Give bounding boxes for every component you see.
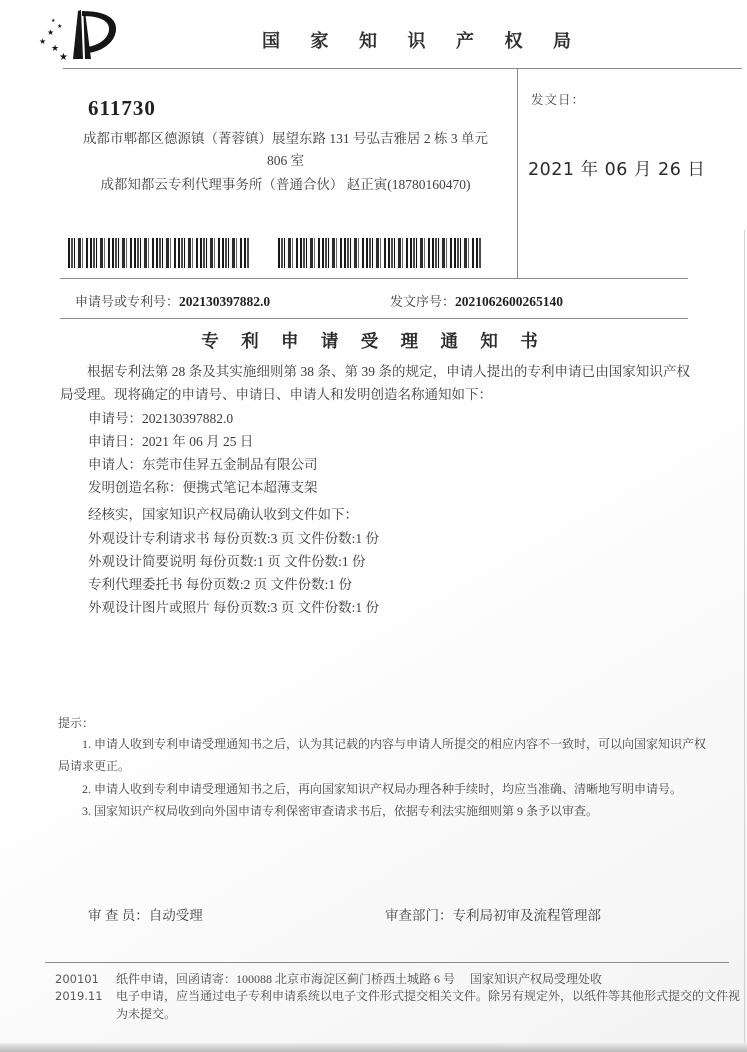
serial-number-value: 2021062600265140	[455, 294, 564, 309]
detail-applicant: 申请人：东莞市佳昇五金制品有限公司	[88, 457, 318, 472]
svg-text:★: ★	[59, 52, 68, 62]
intro-paragraph: 根据专利法第 28 条及其实施细则第 38 条、第 39 条的规定，申请人提出的专利申请已由国家知识产权局受理。现将确定的申请号、申请日、申请人和发明创造名称通知如下：	[60, 364, 690, 402]
detail-application-number: 申请号：202130397882.0	[88, 411, 234, 426]
issue-date-label: 发文日：	[531, 93, 586, 107]
application-number-label: 申请号或专利号：	[75, 294, 180, 309]
ref-row-bottom-divider	[60, 318, 688, 319]
page-bottom-edge	[0, 1043, 747, 1052]
department-field	[385, 904, 601, 924]
footer-form-date: 2019.11	[55, 989, 103, 1003]
header-divider	[63, 68, 742, 69]
detail-invention-title: 发明创造名称：便携式笔记本超薄支架	[88, 480, 318, 495]
issue-box-border	[517, 68, 518, 278]
agency-title: 国 家 知 识 产 权 局	[262, 31, 584, 51]
footer-divider	[45, 962, 729, 963]
tips-item-1: 1. 申请人收到专利申请受理通知书之后，认为其记载的内容与申请人所提交的相应内容不一致时，可以向国家知识产权局请求更正。	[58, 737, 707, 773]
tips-item-3: 3. 国家知识产权局收到向外国申请专利保密审查请求书后，依据专利法实施细则第 9 条予以审查。	[82, 804, 599, 818]
barcode-left	[68, 238, 249, 268]
tips-item-2: 2. 申请人收到专利申请受理通知书之后，再向国家知识产权局办理各种手续时，均应当准确、清晰地写明申请号。	[82, 782, 683, 796]
page-edge-line	[744, 230, 745, 1045]
svg-text:★: ★	[47, 28, 55, 37]
serial-number-field	[390, 291, 563, 311]
tips-label: 提示：	[58, 716, 95, 730]
svg-text:★: ★	[51, 19, 56, 24]
examiner-value: 自动受理	[148, 908, 203, 923]
ref-row-top-divider	[60, 278, 688, 279]
footer-form-code: 200101	[55, 972, 99, 986]
received-doc-item: 外观设计简要说明 每份页数:1 页 文件份数:1 份	[88, 554, 366, 569]
received-doc-item: 外观设计专利请求书 每份页数:3 页 文件份数:1 份	[88, 531, 380, 546]
barcode-right	[278, 238, 481, 268]
recipient-address-line1: 成都市郫都区德源镇（菁蓉镇）展望东路 131 号弘吉雅居 2 栋 3 单元	[83, 131, 488, 146]
svg-text:★: ★	[51, 43, 60, 53]
examiner-label: 审 查 员：	[88, 908, 149, 923]
detail-filing-date: 申请日：2021 年 06 月 25 日	[88, 434, 254, 449]
mail-code: 611730	[88, 96, 156, 120]
confirm-intro: 经核实，国家知识产权局确认收到文件如下：	[88, 507, 358, 522]
department-value: 专利局初审及流程管理部	[452, 908, 601, 923]
document-title: 专 利 申 请 受 理 通 知 书	[201, 331, 547, 351]
application-number-field	[75, 291, 270, 311]
svg-text:★: ★	[57, 24, 63, 30]
serial-number-label: 发文序号：	[390, 294, 456, 309]
received-doc-item: 专利代理委托书 每份页数:2 页 文件份数:1 份	[88, 577, 353, 592]
footer-paper-note: 纸件申请，回函请寄：100088 北京市海淀区蓟门桥西土城路 6 号 国家知识产权局受理处收	[116, 972, 603, 986]
issue-date-value: 2021 年 06 月 26 日	[528, 160, 706, 180]
received-doc-item: 外观设计图片或照片 每份页数:3 页 文件份数:1 份	[88, 600, 380, 615]
recipient-address-line2: 806 室	[266, 153, 305, 168]
svg-text:★: ★	[39, 37, 47, 46]
examiner-field	[88, 904, 203, 924]
agent-line: 成都知都云专利代理事务所（普通合伙） 赵正寅(18780160470)	[100, 177, 471, 192]
footer-efiling-note: 电子申请，应当通过电子专利申请系统以电子文件形式提交相关文件。除另有规定外，以纸件等其他形式提交的文件视为未提交。	[116, 989, 741, 1021]
department-label: 审查部门：	[385, 908, 453, 923]
application-number-value: 202130397882.0	[179, 294, 271, 309]
cnipa-logo-icon	[37, 8, 125, 62]
